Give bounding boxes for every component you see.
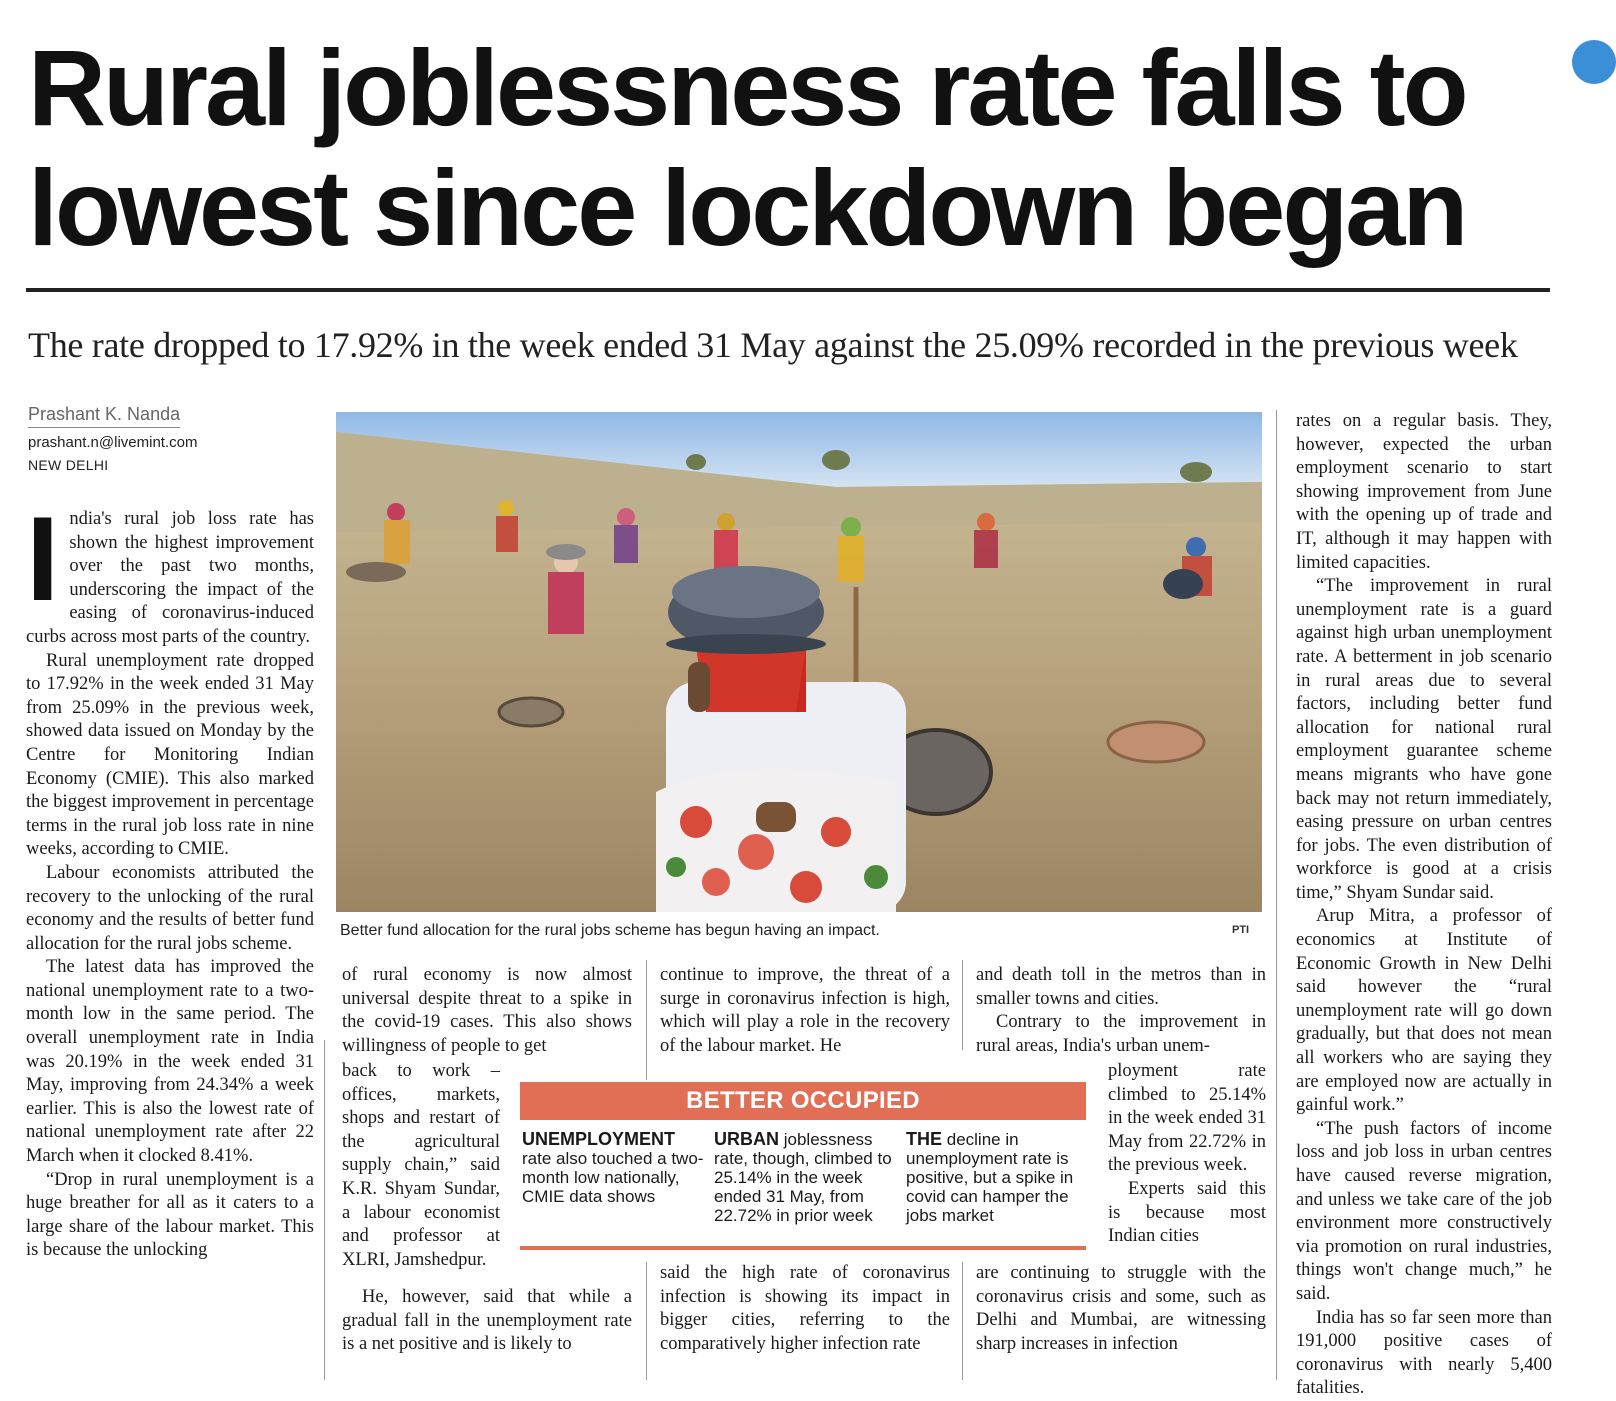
column-divider xyxy=(646,960,647,1080)
fact-lead: UNEMPLOYMENT xyxy=(522,1129,675,1149)
fact-text: decline in unemployment rate is positive, but a spike in covid can hamper the jobs market xyxy=(906,1130,1074,1225)
paragraph: Experts said this is because most Indian cities xyxy=(1108,1178,1266,1247)
paragraph: Rural unemployment rate dropped to 17.92% in the week ended 31 May from 25.09% in the previous week, showed data issued on Monday by the Centre for Monitoring Indian Economy (CMIE). This also marked the biggest improvement in percentage terms in the rural job loss rate in nine weeks, according to CMIE. xyxy=(26,650,314,860)
column-divider xyxy=(962,1262,963,1380)
column-divider xyxy=(1276,410,1277,1380)
column-divider xyxy=(324,1040,325,1380)
article-column-2-top xyxy=(342,964,632,1060)
article-column-4-wrap xyxy=(1108,1060,1266,1260)
column-divider xyxy=(962,960,963,1050)
dateline: NEW DELHI xyxy=(28,457,109,473)
article-column-4-top xyxy=(976,964,1266,1060)
fact-box-rule xyxy=(520,1246,1086,1250)
fact-box-title: BETTER OCCUPIED xyxy=(520,1082,1086,1120)
fact-lead: THE xyxy=(906,1129,942,1149)
photo-credit: PTI xyxy=(1232,924,1250,936)
paragraph: said the high rate of coronavirus infection is showing its impact in bigger cities, referring to the comparatively higher infection rate xyxy=(660,1263,950,1354)
paragraph: rates on a regular basis. They, however, expected the urban employment scenario to start showing improvement from June with the opening up of trade and IT, although it may happen with limited capacities. xyxy=(1296,411,1552,573)
article-column-1 xyxy=(26,492,314,1378)
paragraph: “The push factors of income loss and job loss in urban centres have caused reverse migration, and unless we take care of the job environment more constructively via promotion on rural industries, things won't change much,” he said. xyxy=(1296,1118,1552,1304)
author-name: Prashant K. Nanda xyxy=(28,404,180,428)
paragraph: He, however, said that while a gradual fall in the unemployment rate is a net positive and is likely to xyxy=(342,1287,632,1355)
paragraph: ployment rate climbed to 25.14% in the week ended 31 May from 22.72% in the previous week. xyxy=(1108,1061,1266,1176)
article-column-4-bottom xyxy=(976,1262,1266,1380)
article-column-5 xyxy=(1296,410,1552,1399)
column-divider xyxy=(646,1262,647,1380)
paragraph: “The improvement in rural unemployment rate is a guard against high urban unemployment rate. A betterment in job scenario in rural areas due to several factors, including better fund allocation for national rural employment guarantee scheme means migrants who have gone back may not return immediately, easing pressure on urban centres for jobs. The even distribution of workforce is good at a crisis time,” Shyam Sundar said. xyxy=(1296,576,1552,903)
drop-cap: I xyxy=(26,492,60,626)
paragraph: Labour economists attributed the recovery to the unlocking of the rural economy and the results of better fund allocation for the rural jobs scheme. xyxy=(26,862,314,954)
fact-box xyxy=(520,1082,1086,1250)
article-column-3-top xyxy=(660,964,950,1060)
paragraph: Contrary to the improvement in rural areas, India's urban unem- xyxy=(976,1012,1266,1056)
photo-illustration xyxy=(336,412,1262,912)
paragraph: of rural economy is now almost universal despite threat to a spike in the covid-19 cases. This also shows willingness of people to get xyxy=(342,965,632,1056)
fact-item xyxy=(522,1130,704,1206)
paragraph: The latest data has improved the national unemployment rate to a two-month low in the same period. The overall unemployment rate in India was 20.19% in the week ended 31 May, improving from 24.34% a week earlier. This is also the lowest rate of national unemployment rate after 22 March when it clocked 8.41%. xyxy=(26,957,314,1167)
paragraph: “Drop in rural unemployment is a huge breather for all as it caters to a large share of the labour market. This is because the unlocking xyxy=(26,1169,314,1261)
paragraph: Arup Mitra, a professor of economics at Institute of Economic Growth in New Delhi said however the “rural unemployment rate will go down gradually, but that does not mean all workers who are saying they are employed now are actually in gainful work.” xyxy=(1296,906,1552,1116)
paragraph: India has so far seen more than 191,000 positive cases of coronavirus with nearly 5,400 fatalities. xyxy=(1296,1307,1552,1399)
paragraph: and death toll in the metros than in smaller towns and cities. xyxy=(976,965,1266,1009)
headline-rule xyxy=(26,288,1550,292)
fact-text: joblessness rate, though, climbed to 25.14% in the week ended 31 May, from 22.72% in prior week xyxy=(714,1130,892,1225)
author-email[interactable]: prashant.n@livemint.com xyxy=(28,434,198,451)
paragraph: India's rural job loss rate has shown the highest improvement over the past two months, underscoring the impact of the easing of coronavirus-induced curbs across most parts of the country. xyxy=(26,492,314,647)
headline: Rural joblessness rate falls to lowest since lockdown began xyxy=(28,27,1466,268)
fact-item xyxy=(906,1130,1088,1225)
paragraph: back to work – offices, markets, shops and restart of the agricultural supply chain,” said K.R. Shyam Sundar, a labour economist and professor at XLRI, Jamshedpur. xyxy=(342,1061,500,1270)
subheadline: The rate dropped to 17.92% in the week ended 31 May against the 25.09% recorded in the previous week xyxy=(28,325,1518,365)
news-photo xyxy=(336,412,1262,912)
fact-lead: URBAN xyxy=(714,1129,779,1149)
fact-text: rate also touched a two-month low nationally, CMIE data shows xyxy=(522,1149,704,1206)
fact-item xyxy=(714,1130,896,1225)
article-column-2-wrap xyxy=(342,1060,500,1270)
byline xyxy=(28,404,318,473)
corner-dot-icon xyxy=(1572,40,1616,84)
article-column-2-bottom xyxy=(342,1286,632,1380)
paragraph: continue to improve, the threat of a surge in coronavirus infection is high, which will play a role in the recovery of the labour market. He xyxy=(660,965,950,1056)
paragraph: are continuing to struggle with the coronavirus crisis and some, such as Delhi and Mumbai, are witnessing sharp increases in infection xyxy=(976,1263,1266,1354)
photo-caption: Better fund allocation for the rural jobs scheme has begun having an impact. xyxy=(340,922,880,939)
article-column-3-bottom xyxy=(660,1262,950,1380)
